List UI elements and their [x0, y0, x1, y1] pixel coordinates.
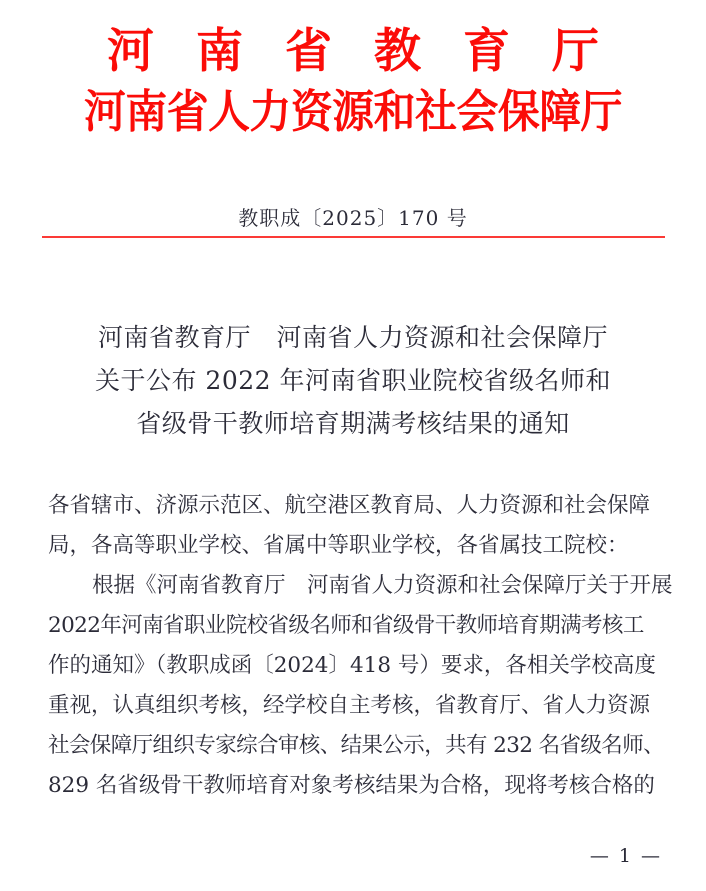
body-line-4: 重视，认真组织考核，经学校自主考核，省教育厅、省人力资源	[48, 693, 651, 718]
masthead-line-1: 河南省教育厅	[107, 24, 641, 79]
body-line-addressee-1: 各省辖市、济源示范区、航空港区教育局、人力资源和社会保障	[48, 493, 651, 518]
body-line-3: 作的通知》（教职成函〔2024〕418 号）要求，各相关学校高度	[48, 653, 656, 678]
body-line-1: 根据《河南省教育厅 河南省人力资源和社会保障厅关于开展	[92, 573, 673, 598]
body-line-6: 829 名省级骨干教师培育对象考核结果为合格，现将考核合格的	[48, 773, 655, 798]
body-line-5: 社会保障厅组织专家综合审核、结果公示，共有 232 名省级名师、	[48, 733, 665, 758]
body-line-2: 2022年河南省职业院校省级名师和省级骨干教师培育期满考核工	[48, 613, 644, 638]
title-line-2: 关于公布 2022 年河南省职业院校省级名师和	[94, 366, 612, 395]
document-body	[48, 486, 673, 806]
title-line-1: 河南省教育厅 河南省人力资源和社会保障厅	[97, 323, 608, 352]
masthead	[0, 22, 706, 140]
page-number-marker: — 1 —	[589, 845, 662, 867]
red-divider-rule	[42, 236, 665, 238]
body-line-addressee-2: 局，各高等职业学校、省属中等职业学校，各省属技工院校：	[48, 533, 629, 558]
masthead-line-2: 河南省人力资源和社会保障厅	[83, 85, 623, 138]
document-title	[43, 316, 663, 445]
document-number: 教职成〔2025〕170 号	[238, 206, 468, 230]
title-line-3: 省级骨干教师培育期满考核结果的通知	[136, 409, 570, 438]
